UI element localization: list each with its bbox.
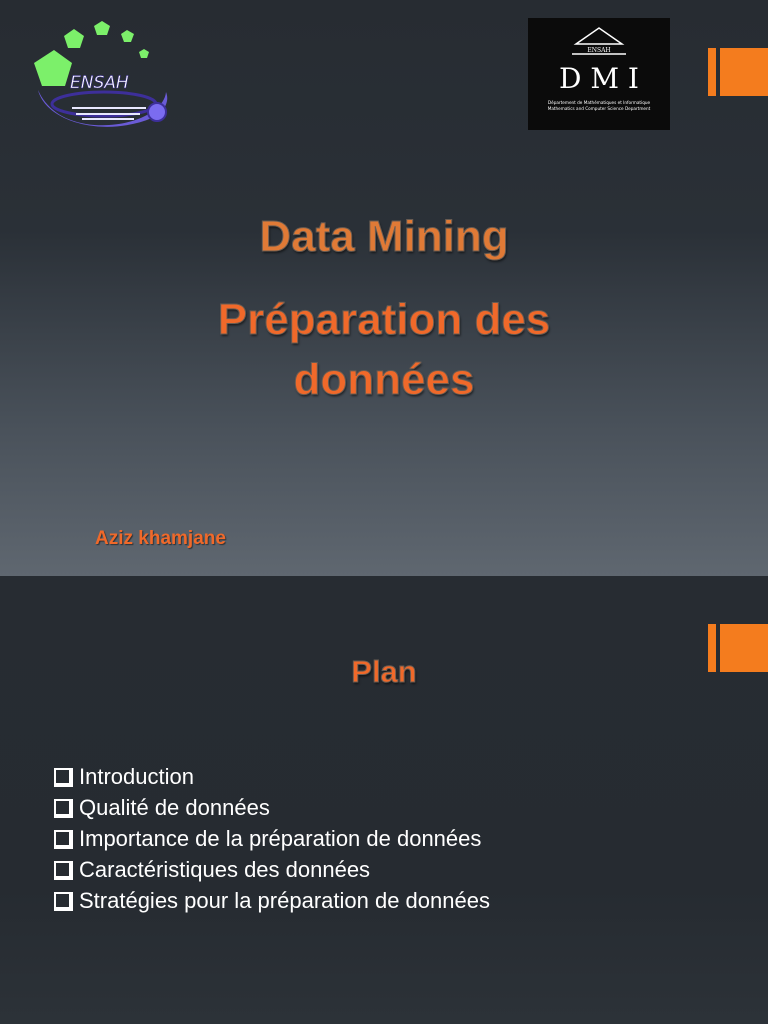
subtitle-line-1: Préparation des (217, 295, 551, 344)
checkbox-bullet-icon (54, 799, 71, 816)
slide-title: Data Mining (259, 212, 509, 261)
ensah-logo (24, 18, 174, 140)
dmi-caption-line1: Département de Mathématiques et Informatique (547, 100, 651, 105)
list-item (54, 854, 490, 885)
list-item (54, 823, 490, 854)
dmi-caption-line2: Mathematics and Computer Science Department (547, 106, 651, 111)
checkbox-bullet-icon (54, 768, 71, 785)
list-item-label: Introduction (79, 763, 194, 789)
logo-pentagon-medium (64, 29, 84, 48)
dmi-logo (528, 18, 670, 130)
orange-accent (708, 48, 768, 96)
list-item-label: Importance de la préparation de données (79, 825, 482, 851)
subtitle-line-2: données (293, 355, 475, 404)
slide-subtitle (0, 290, 768, 410)
plan-list (54, 761, 490, 916)
logo-swoosh-inner (52, 92, 156, 116)
author-name: Aziz khamjane (95, 528, 226, 549)
list-item-label: Stratégies pour la préparation de données (79, 887, 490, 913)
logo-pentagon-small-1 (94, 21, 110, 35)
checkbox-bullet-icon (54, 892, 71, 909)
dmi-building-text: ENSAH (587, 47, 611, 54)
plan-slide (0, 576, 768, 1024)
ensah-logo-text: ENSAH (70, 73, 129, 93)
list-item-label: Caractéristiques des données (79, 856, 371, 882)
list-item (54, 885, 490, 916)
list-item-label: Qualité de données (79, 794, 270, 820)
dmi-building-roof (576, 28, 622, 44)
list-item (54, 792, 490, 823)
logo-pentagon-small-3 (139, 49, 149, 58)
logo-pentagon-small-2 (121, 30, 134, 42)
plan-title: Plan (351, 654, 417, 689)
logo-dot (148, 103, 166, 121)
logo-pentagon-large (34, 50, 72, 86)
checkbox-bullet-icon (54, 861, 71, 878)
checkbox-bullet-icon (54, 830, 71, 847)
dmi-letters: D M I (559, 62, 639, 95)
list-item (54, 761, 490, 792)
